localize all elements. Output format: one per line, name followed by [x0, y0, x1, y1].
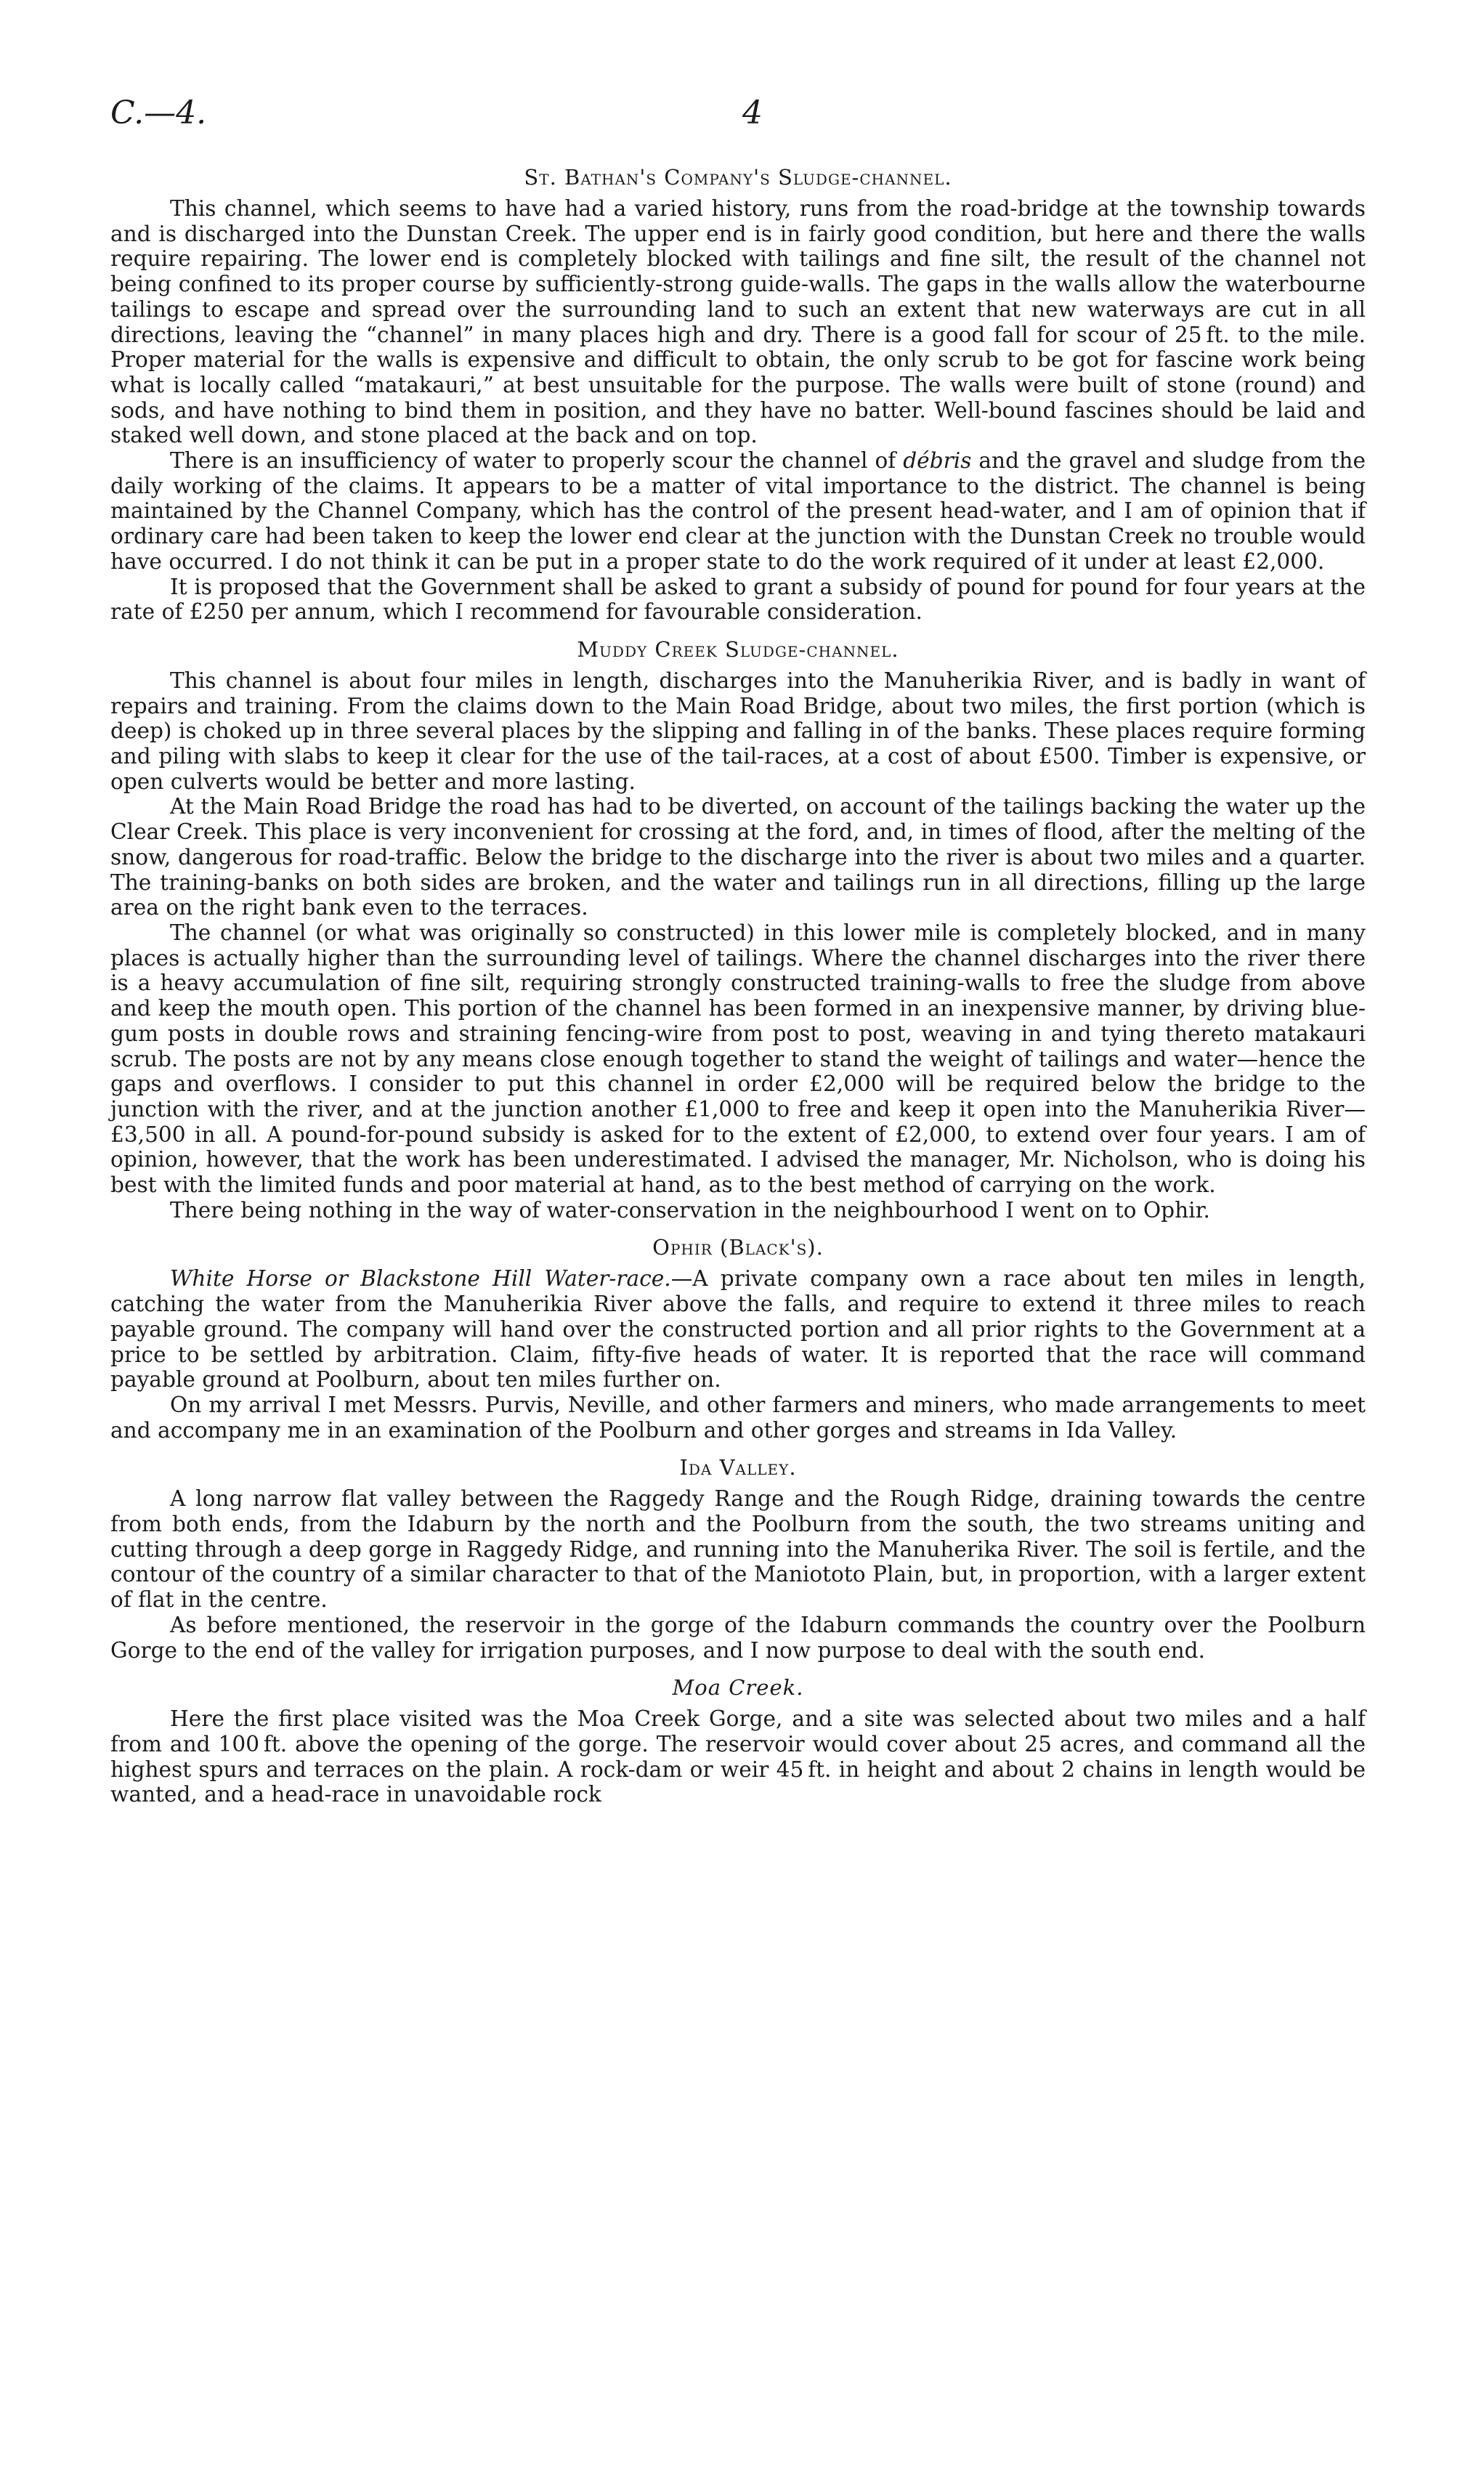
page-number: 4 [742, 94, 763, 131]
paragraph: On my arrival I met Messrs. Purvis, Neville, and other farmers and miners, who made arrangements to meet and accompany me in an examination of the Poolburn and other gorges and streams in Ida Valley. [110, 1392, 1366, 1443]
document-reference: C.—4. [110, 94, 207, 131]
page [110, 94, 1366, 1807]
section-heading-st-bathans: St. Bathan's Company's Sludge-channel. [524, 165, 952, 190]
section-heading-muddy-creek: Muddy Creek Sludge-channel. [577, 636, 899, 662]
paragraph: At the Main Road Bridge the road has had to be diverted, on account of the tailings backing the water up the Clear Creek. This place is very inconvenient for crossing at the ford, and, in times of flood, after the melting of the snow, dangerous for road-traffic. Below the bridge to the discharge into the river is about two miles and a quarter. The training-banks on both sides are broken, and the water and tailings run in all directions, filling up the large area on the right bank even to the terraces. [110, 794, 1366, 920]
paragraph: It is proposed that the Government shall be asked to grant a subsidy of pound for pound for four years at the rate of £250 per annum, which I recommend for favourable consideration. [110, 574, 1366, 625]
paragraph [110, 448, 1366, 575]
paragraph: The channel (or what was originally so constructed) in this lower mile is completely blocked, and in many places is actually higher than the surrounding level of tailings. Where the channel discharges into the river there is a heavy accumulation of fine silt, requiring strongly constructed training-walls to free the sludge from above and keep the mouth open. This portion of the channel has been formed in an inexpensive manner, by driving blue-gum posts in double rows and straining fencing-wire from post to post, weaving in and tying thereto matakauri scrub. The posts are not by any means close enough together to stand the weight of tailings and water—hence the gaps and overflows. I consider to put this channel in order £2,000 will be required below the bridge to the junction with the river, and at the junction another £1,000 to free and keep it open into the Manuherikia River—£3,500 in all. A pound-for-pound subsidy is asked for to the extent of £2,000, to extend over four years. I am of opinion, however, that the work has been underestimated. I advised the manager, Mr. Nicholson, who is doing his best with the limited funds and poor material at hand, as to the best method of carrying on the work. [110, 920, 1366, 1198]
paragraph: Here the first place visited was the Moa Creek Gorge, and a site was selected about two miles and a half from and 100 ft. above the opening of the gorge. The reservoir would cover about 25 acres, and command all the highest spurs and terraces on the plain. A rock-dam or weir 45 ft. in height and about 2 chains in length would be wanted, and a head-race in unavoidable rock [110, 1706, 1366, 1807]
paragraph-text: There is an insufficiency of water to properly scour the channel of [170, 448, 904, 474]
section-heading-moa-creek: Moa Creek. [672, 1675, 804, 1701]
page-header [110, 94, 1366, 153]
section-heading-ophir: Ophir (Black's). [652, 1235, 824, 1260]
paragraph-text: —A private company own a race about ten miles in length, catching the water from the Manuherikia River above the falls, and require to extend it three miles to reach payable ground. The company will hand over the constructed portion and all prior rights to the Government at a price to be settled by arbitration. Claim, fifty-five heads of water. It is reported that the race will command payable ground at Poolburn, about ten miles further on. [110, 1266, 1366, 1393]
section-heading-ida-valley: Ida Valley. [679, 1455, 797, 1480]
paragraph: As before mentioned, the reservoir in the gorge of the Idaburn commands the country over the Poolburn Gorge to the end of the valley for irrigation purposes, and I now purpose to deal with the south end. [110, 1612, 1366, 1663]
paragraph: There being nothing in the way of water-conservation in the neighbourhood I went on to Ophir. [170, 1197, 1210, 1223]
paragraph: This channel is about four miles in length, discharges into the Manuherikia River, and is badly in want of repairs and training. From the claims down to the Main Road Bridge, about two miles, the first portion (which is deep) is choked up in three several places by the slipping and falling in of the banks. These places require forming and piling with slabs to keep it clear for the use of the tail-races, at a cost of about £500. Timber is expensive, or open culverts would be better and more lasting. [110, 668, 1366, 794]
paragraph-text: and the gravel and sludge from the daily working of the claims. It appears to be a matter of vital importance to the district. The channel is being maintained by the Channel Company, which has the control of the present head-water, and I am of opinion that if ordinary care had been taken to keep the lower end clear at the junction with the Dunstan Creek no trouble would have occurred. I do not think it can be put in a proper state to do the work required of it under at least £2,000. [110, 448, 1366, 574]
paragraph: A long narrow flat valley between the Raggedy Range and the Rough Ridge, draining towards the centre from both ends, from the Idaburn by the north and the Poolburn from the south, the two streams uniting and cutting through a deep gorge in Raggedy Ridge, and running into the Manuherika River. The soil is fertile, and the contour of the country of a similar character to that of the Maniototo Plain, but, in proportion, with a larger extent of flat in the centre. [110, 1486, 1366, 1613]
paragraph [110, 1266, 1366, 1393]
emphasis-text: débris [903, 448, 972, 474]
emphasis-text: White Horse or Blackstone Hill Water-race. [170, 1266, 671, 1292]
paragraph: This channel, which seems to have had a varied history, runs from the road-bridge at the township towards and is discharged into the Dunstan Creek. The upper end is in fairly good condition, but here and there the walls require repairing. The lower end is completely blocked with tailings and fine silt, the result of the channel not being confined to its proper course by sufficiently-strong guide-walls. The gaps in the walls allow the waterbourne tailings to escape and spread over the surrounding land to such an extent that new waterways are cut in all directions, leaving the “channel” in many places high and dry. There is a good fall for scour of 25 ft. to the mile. Proper material for the walls is expensive and difficult to obtain, the only scrub to be got for fascine work being what is locally called “matakauri,” at best unsuitable for the purpose. The walls were built of stone (round) and sods, and have nothing to bind them in position, and they have no batter. Well-bound fascines should be laid and staked well down, and stone placed at the back and on top. [110, 196, 1366, 448]
